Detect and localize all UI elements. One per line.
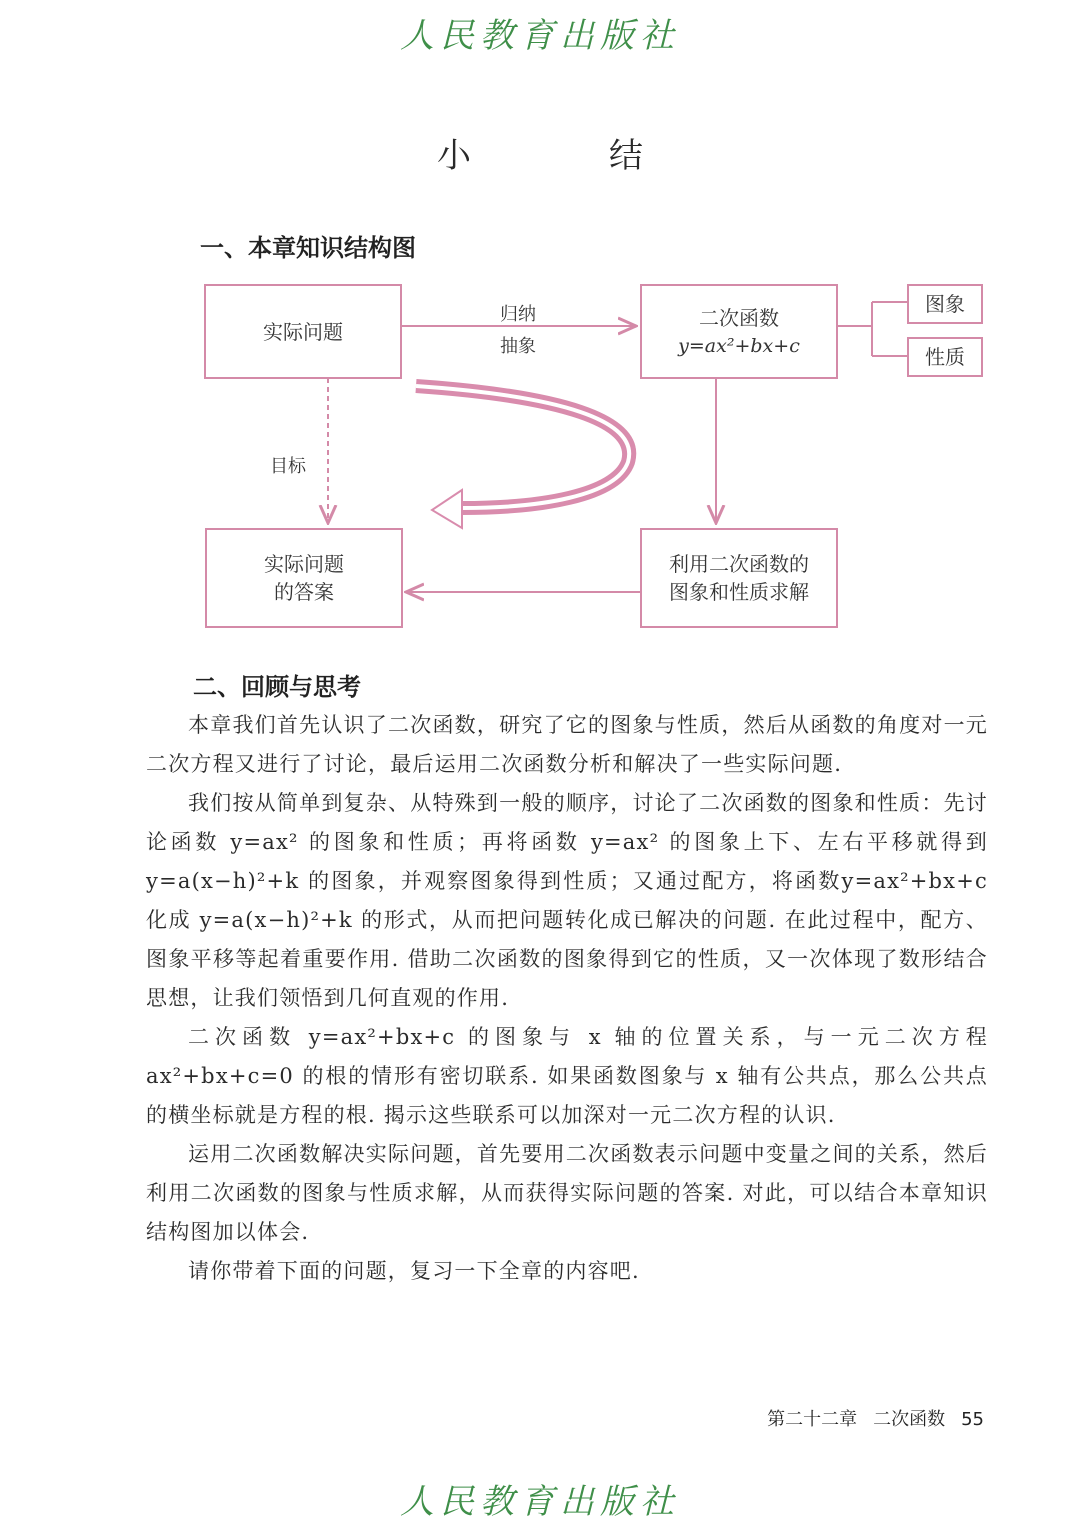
box-quadratic-formula: y=ax²+bx+c [678,334,800,357]
label-goal: 目标 [270,456,306,477]
page-footer [751,1405,984,1431]
label-induction: 归纳 [500,304,536,325]
box-practical-answer [205,528,403,628]
box-graph [907,284,983,324]
diagram-connectors [0,0,1080,660]
publisher-logo-bottom: 人民教育出版社 [400,1482,680,1522]
box-quadratic-function [640,284,838,379]
box-answer-line2: 的答案 [274,580,334,604]
box-answer-line1: 实际问题 [264,552,344,576]
paragraph: 我们按从简单到复杂、从特殊到一般的顺序，讨论了二次函数的图象和性质：先讨论函数 y=ax² 的图象和性质；再将函数 y=ax² 的图象上下、左右平移就得到 y=a(x−h)²+k 的图象，并观察图象得到性质；又通过配方，将函数y=ax²+bx+c 化成 y=a(x−h)²+k 的形式，从而把问题转化成已解决的问题. 在此过程中，配方、图象平移等起着重要作用. 借助二次函数的图象得到它的性质，又一次体现了数形结合思想，让我们领悟到几何直观的作用. [146,791,988,1010]
paragraph: 本章我们首先认识了二次函数，研究了它的图象与性质，然后从函数的角度对一元二次方程又进行了讨论，最后运用二次函数分析和解决了一些实际问题. [146,713,988,776]
footer-page-number: 55 [961,1409,984,1430]
box-graph-label: 图象 [925,292,965,316]
box-property-label: 性质 [925,345,965,369]
box-solve-line2: 图象和性质求解 [669,580,809,604]
box-solve-with-quadratic [640,528,838,628]
page-title: 小 结 [437,136,695,176]
box-quadratic-title: 二次函数 [699,305,779,330]
paragraph: 请你带着下面的问题，复习一下全章的内容吧. [188,1259,640,1283]
box-property [907,337,983,377]
paragraph: 二次函数 y=ax²+bx+c 的图象与 x 轴的位置关系，与一元二次方程 ax²+bx+c=0 的根的情形有密切联系. 如果函数图象与 x 轴有公共点，那么公共点的横坐标就是方程的根. 揭示这些联系可以加深对一元二次方程的认识. [146,1025,988,1127]
label-abstraction: 抽象 [500,336,536,357]
footer-chapter-title: 二次函数 [873,1409,946,1430]
section-heading-review: 二、回顾与思考 [193,673,361,701]
paragraph: 运用二次函数解决实际问题，首先要用二次函数表示问题中变量之间的关系，然后利用二次函数的图象与性质求解，从而获得实际问题的答案. 对此，可以结合本章知识结构图加以体会. [146,1142,988,1244]
publisher-logo-top: 人民教育出版社 [400,16,680,56]
box-solve-line1: 利用二次函数的 [669,552,809,576]
review-body [146,706,988,1291]
footer-chapter: 第二十二章 [767,1409,858,1430]
cycle-arrow-head [432,490,462,528]
box-practical-label: 实际问题 [263,319,343,344]
box-practical-problem [204,284,402,379]
section-heading-structure: 一、本章知识结构图 [200,234,416,262]
